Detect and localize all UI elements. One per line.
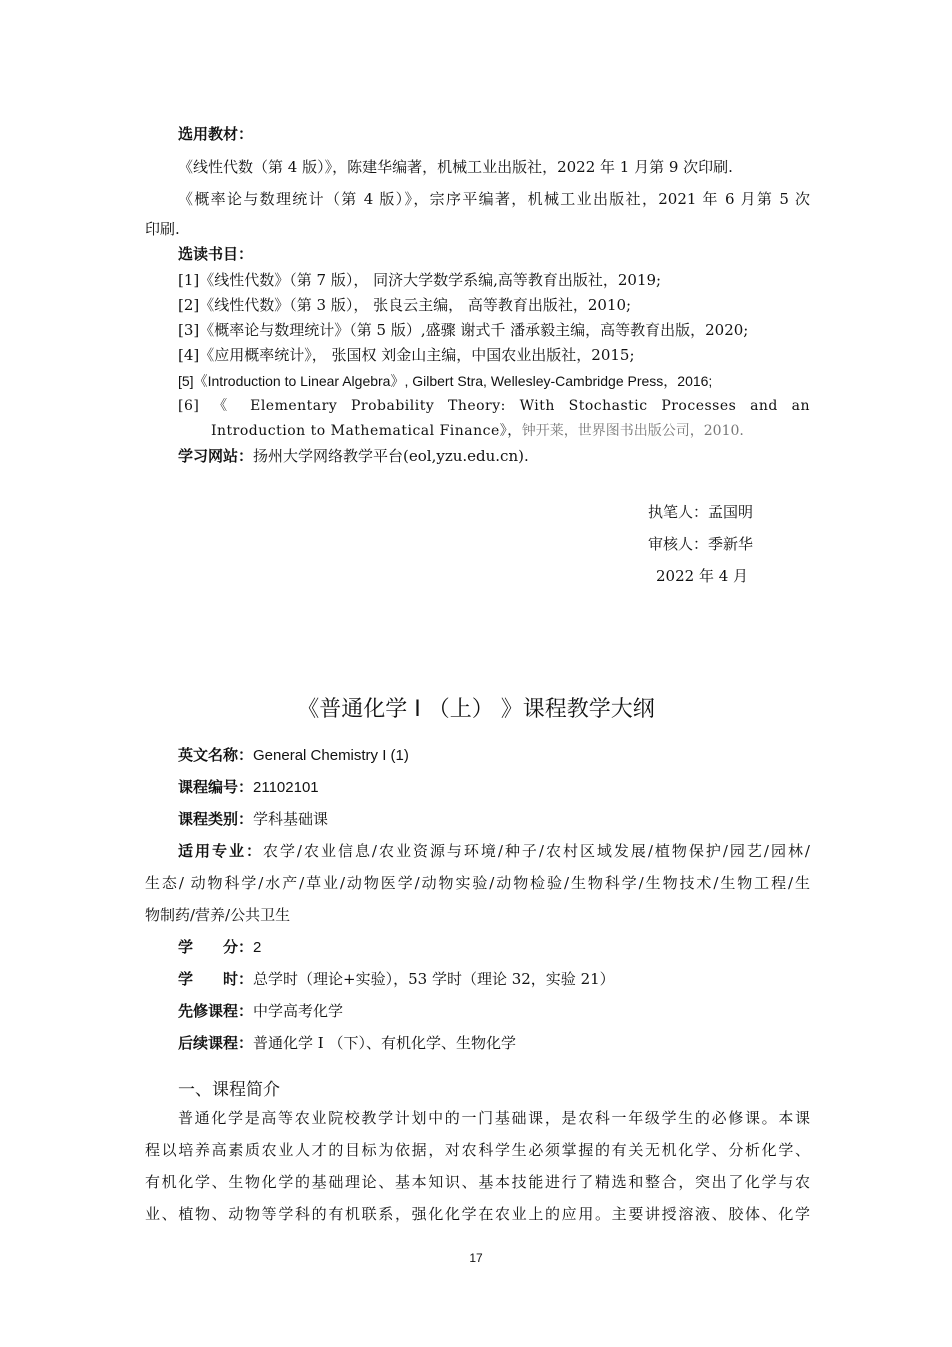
page-number: 17 [469,1251,483,1265]
reading-item-6-title-end: Introduction to Mathematical Finance》， [211,423,522,439]
reading-item-6-line2 [211,421,744,441]
followup-value: 普通化学 I （下）、有机化学、生物化学 [253,1034,516,1052]
course-category-row [178,809,328,830]
syllabus-title: 《普通化学 I （上） 》课程教学大纲 [297,697,655,722]
section1-heading: 一、课程简介 [178,1080,280,1100]
prereq-row [178,1001,343,1022]
reading-item-6-line1: [6] 《 Elementary Probability Theory: With Stochastic Processes and an [178,398,810,414]
reading-item-1: [1]《线性代数》（第 7 版）， 同济大学数学系编,高等教育出版社，2019; [178,271,662,289]
hours-label: 学 时： [178,971,254,988]
website-value: 扬州大学网络教学平台(eol,yzu.edu.cn). [253,447,529,465]
prereq-value: 中学高考化学 [253,1002,344,1020]
section1-line1: 普通化学是高等农业院校教学计划中的一门基础课，是农科一年级学生的必修课。本课 [178,1109,810,1127]
english-name-row [178,745,409,766]
course-code-row [178,777,319,798]
writer: 执笔人：孟国明 [648,503,754,521]
reviewer: 审核人：季新华 [648,535,754,553]
section1-line4: 业、植物、动物等学科的有机联系，强化化学在农业上的应用。主要讲授溶液、胶体、化学 [145,1205,810,1223]
reading-item-2: [2]《线性代数》（第 3 版）， 张良云主编， 高等教育出版社，2010; [178,296,632,314]
reading-item-3: [3]《概率论与数理统计》（第 5 版）,盛骤 谢式千 潘承毅主编，高等教育出版，2020; [178,321,749,339]
prereq-label: 先修课程： [178,1003,254,1020]
textbook-item-2-cont: 印刷. [145,220,180,238]
reading-item-5: [5]《Introduction to Linear Algebra》, Gilbert Stra, Wellesley-Cambridge Press，2016; [178,373,713,389]
website-line [178,446,529,467]
section1-line2: 程以培养高素质农业人才的目标为依据，对农科学生必须掌握的有关无机化学、分析化学、 [145,1141,810,1159]
course-category-label: 课程类别： [178,811,254,828]
majors-line2: 生态/ 动物科学/水产/草业/动物医学/动物实验/动物检验/生物科学/生物技术/生物工程/生 [145,874,810,892]
majors-line1: 农学/农业信息/农业资源与环境/种子/农村区域发展/植物保护/园艺/园林/ [262,842,810,860]
followup-row [178,1033,516,1054]
credit-row [178,937,261,958]
credit-label: 学 分： [178,939,254,956]
textbook-item-1: 《线性代数（第 4 版）》，陈建华编著，机械工业出版社，2022 年 1 月第 9 次印刷. [178,158,733,176]
hours-value: 总学时（理论+实验），53 学时（理论 32，实验 21） [253,970,615,988]
credit-value: 2 [253,939,262,956]
course-code-label: 课程编号： [178,779,254,796]
course-category-value: 学科基础课 [253,810,329,828]
followup-label: 后续课程： [178,1035,254,1052]
course-code-value: 21102101 [253,779,319,796]
reading-heading: 选读书目： [178,246,254,263]
sign-date: 2022 年 4 月 [656,567,749,585]
majors-line3: 物制药/营养/公共卫生 [145,906,291,924]
majors-label: 适用专业： [178,843,263,860]
english-name-value: General Chemistry I (1) [253,747,409,764]
reading-item-6-publisher: 钟开莱，世界图书出版公司，2010. [521,423,744,439]
section1-line3: 有机化学、生物化学的基础理论、基本知识、基本技能进行了精选和整合，突出了化学与农 [145,1173,810,1191]
reading-item-4: [4]《应用概率统计》， 张国权 刘金山主编，中国农业出版社，2015; [178,346,635,364]
website-label: 学习网站： [178,448,254,465]
majors-row [178,841,810,862]
textbook-item-2: 《概率论与数理统计（第 4 版）》，宗序平编著，机械工业出版社，2021 年 6 月第 5 次 [178,190,810,208]
hours-row [178,969,615,990]
textbooks-heading: 选用教材： [178,126,254,143]
english-name-label: 英文名称： [178,747,254,764]
